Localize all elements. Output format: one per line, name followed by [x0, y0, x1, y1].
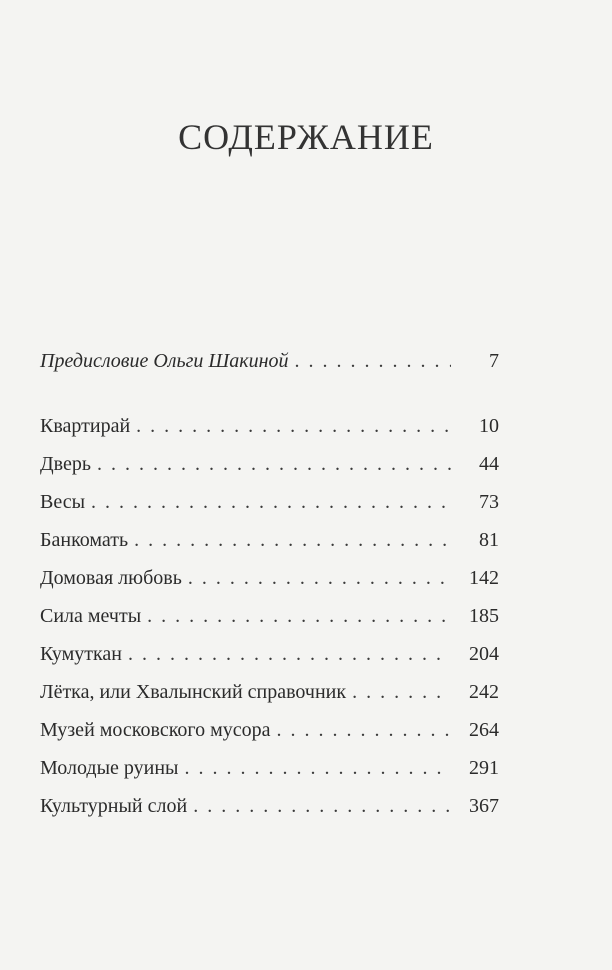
toc-entry-title: Лётка, или Хвалынский справочник: [40, 681, 347, 703]
toc-entry-preface: [40, 350, 499, 379]
toc-entry: [40, 681, 499, 719]
toc-entry-title: Весы: [40, 491, 86, 513]
dot-leader: [352, 681, 451, 704]
dot-leader: [136, 415, 451, 438]
toc-entry-title: Культурный слой: [40, 795, 188, 817]
toc-entry: [40, 719, 499, 757]
toc-entry-page: 142: [469, 567, 499, 589]
toc-entry-page: 367: [469, 795, 499, 817]
dot-leader: [277, 719, 451, 742]
toc-entry-page: 204: [469, 643, 499, 665]
toc-entry-page: 81: [479, 529, 499, 551]
toc-entry: [40, 415, 499, 453]
toc-entry: [40, 757, 499, 795]
toc-entry: [40, 643, 499, 681]
toc-entry: [40, 795, 499, 833]
toc-entry-page: 7: [489, 350, 499, 372]
dot-leader: [147, 605, 451, 628]
toc-entry-title: Кумуткан: [40, 643, 122, 665]
toc-entry-title: Квартирай: [40, 415, 131, 437]
toc-entry-page: 185: [469, 605, 499, 627]
page-title: СОДЕРЖАНИЕ: [178, 117, 434, 158]
dot-leader: [128, 643, 451, 666]
toc-entry-title: Музей московского мусора: [40, 719, 271, 741]
toc-entry-title: Дверь: [40, 453, 91, 475]
dot-leader: [91, 491, 451, 514]
dot-leader: [295, 350, 451, 373]
toc-entry-page: 291: [469, 757, 499, 779]
dot-leader: [185, 757, 452, 780]
dot-leader: [193, 795, 451, 818]
dot-leader: [134, 529, 451, 552]
toc-entry-title: Молодые руины: [40, 757, 179, 779]
toc-entry-title: Предисловие Ольги Шакиной: [40, 350, 289, 372]
table-of-contents: [40, 350, 499, 833]
toc-entry-title: Домовая любовь: [40, 567, 182, 589]
toc-entry-page: 10: [479, 415, 499, 437]
toc-entry-page: 44: [479, 453, 499, 475]
toc-entry: [40, 567, 499, 605]
toc-entry: [40, 529, 499, 567]
toc-entry-title: Сила мечты: [40, 605, 142, 627]
toc-entry-title: Банкомать: [40, 529, 129, 551]
dot-leader: [188, 567, 451, 590]
toc-entry-page: 242: [469, 681, 499, 703]
toc-entry-page: 73: [479, 491, 499, 513]
toc-entry: [40, 605, 499, 643]
toc-entry: [40, 453, 499, 491]
toc-entry: [40, 491, 499, 529]
toc-entry-page: 264: [469, 719, 499, 741]
dot-leader: [97, 453, 451, 476]
